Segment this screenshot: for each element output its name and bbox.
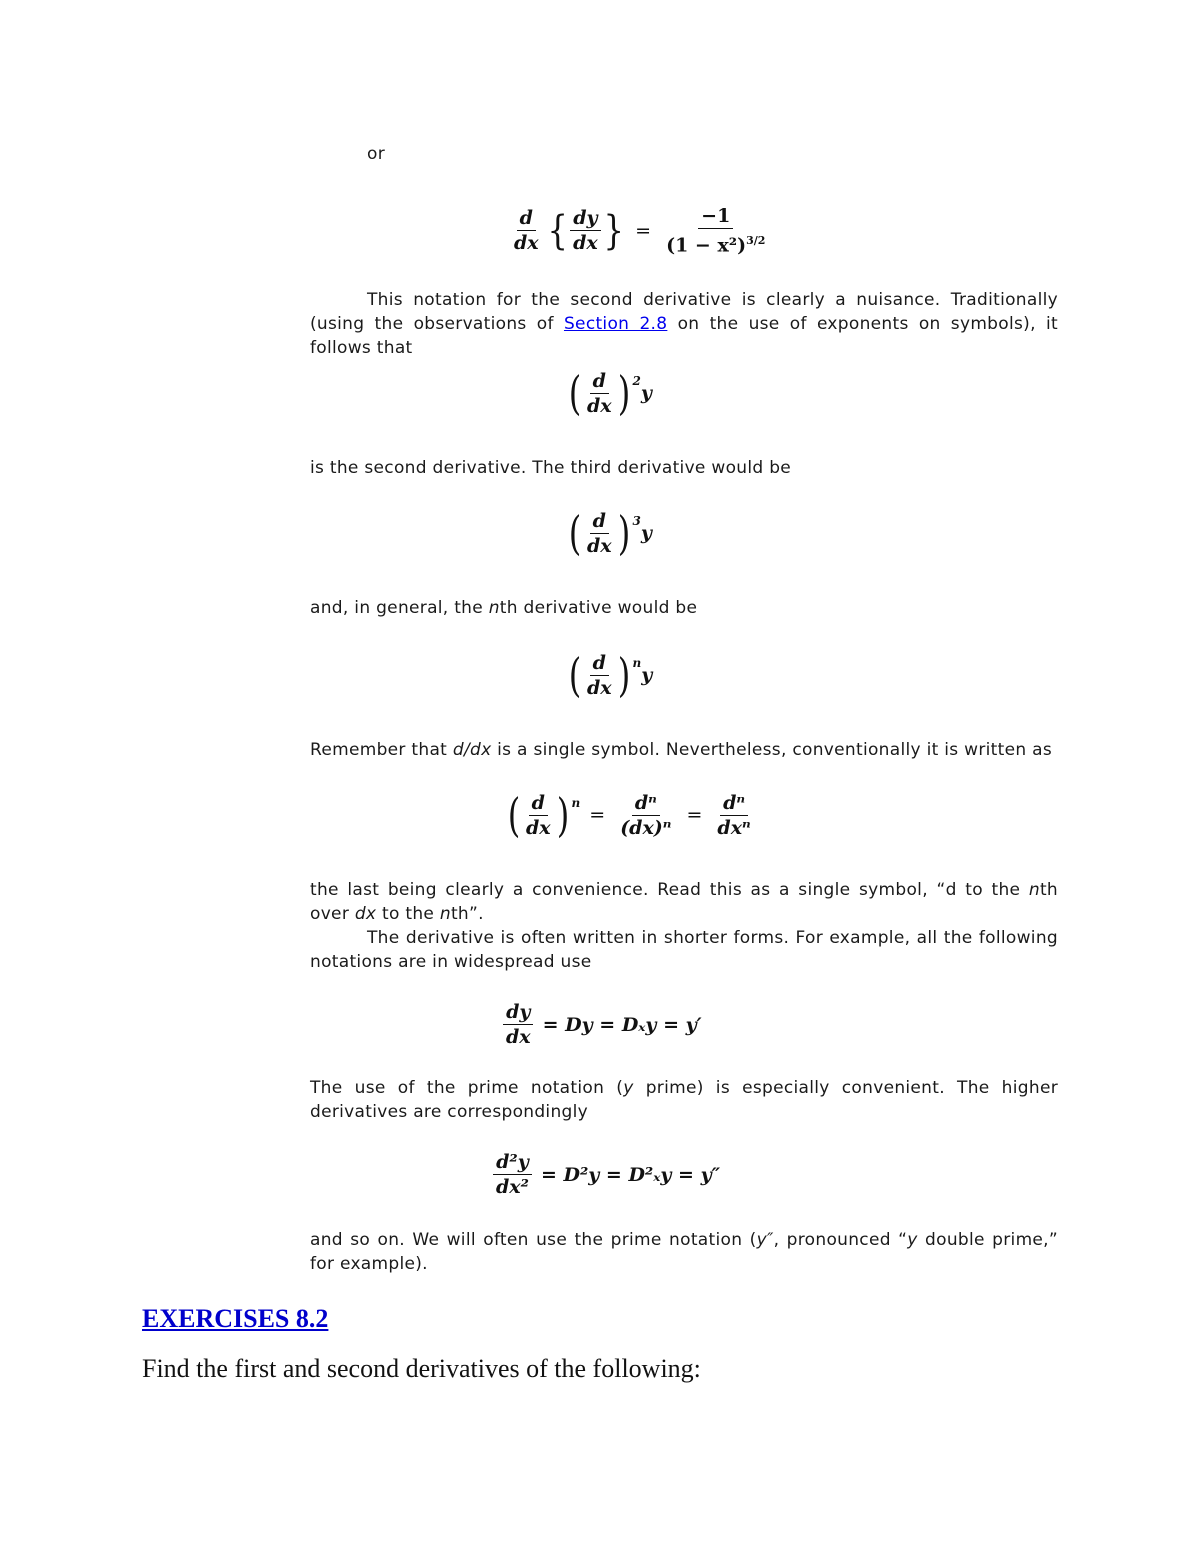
- equation-first-derivative-notations: $\frac{dy}{dx}$ = Dy = Dₓy = y′: [500, 1002, 702, 1047]
- paragraph-single-symbol: Remember that d/dx is a single symbol. Nevertheless, conventionally it is written as: [310, 740, 1053, 760]
- paragraph-convenience: the last being clearly a convenience. Read this as a single symbol, “d to the nth over dx to the nth”.: [310, 880, 1058, 924]
- equation-second-derivative-notations: $\frac{\text{d²y}}{\text{dx²}}$ = D²y = D²ₓy = y″: [490, 1152, 720, 1197]
- paragraph-shorter-forms: The derivative is often written in shorter forms. For example, all the following notations are in widespread use: [310, 928, 1058, 972]
- exercises-instruction: Find the first and second derivatives of the following:: [142, 1354, 701, 1383]
- paragraph-prime-notation: The use of the prime notation (y prime) is especially convenient. The higher derivatives are correspondingly: [310, 1078, 1058, 1122]
- paragraph-notation-nuisance: This notation for the second derivative is clearly a nuisance. Traditionally (using the observations of Section 2.8 on the use of exponents on symbols), it follows that: [310, 290, 1058, 358]
- equation-d-dx-cubed-y: ( $\frac{d}{dx}$ ) 3 y: [568, 506, 652, 560]
- equation-d-dx-n-y: ( $\frac{d}{dx}$ ) n y: [568, 648, 653, 702]
- d-over-dx: $\frac{d}{dx}$: [514, 207, 539, 255]
- paragraph-second-derivative: is the second derivative. The third derivative would be: [310, 458, 792, 478]
- or-text: or: [367, 144, 385, 164]
- dy-over-dx: $\frac{dy}{dx}$: [570, 208, 601, 253]
- section-2-8-link[interactable]: Section 2.8: [563, 314, 668, 334]
- paragraph-double-prime: and so on. We will often use the prime notation (y″, pronounced “y double prime,” for example).: [310, 1230, 1058, 1274]
- equation-second-derivative-braces: $\frac{d}{dx}$ { $\frac{dy}{dx}$ } = $\frac{-1}{(1 - x^2)^{3/2}}$: [508, 206, 771, 255]
- exercises-heading-link[interactable]: EXERCISES 8.2: [142, 1304, 329, 1333]
- paragraph-nth-derivative: and, in general, the nth derivative would be: [310, 598, 698, 618]
- result-fraction: $\frac{-1}{(1 - x^2)^{3/2}}$: [666, 205, 766, 257]
- equation-d-dx-squared-y: ( $\frac{d}{dx}$ ) 2 y: [568, 366, 652, 420]
- equation-dn-dxn: ( $\frac{d}{dx}$ ) n = $\frac{\text{dⁿ}}{\text{(dx)ⁿ}}$ = $\frac{\text{dⁿ}}{\text{dxⁿ}}$: [507, 788, 751, 842]
